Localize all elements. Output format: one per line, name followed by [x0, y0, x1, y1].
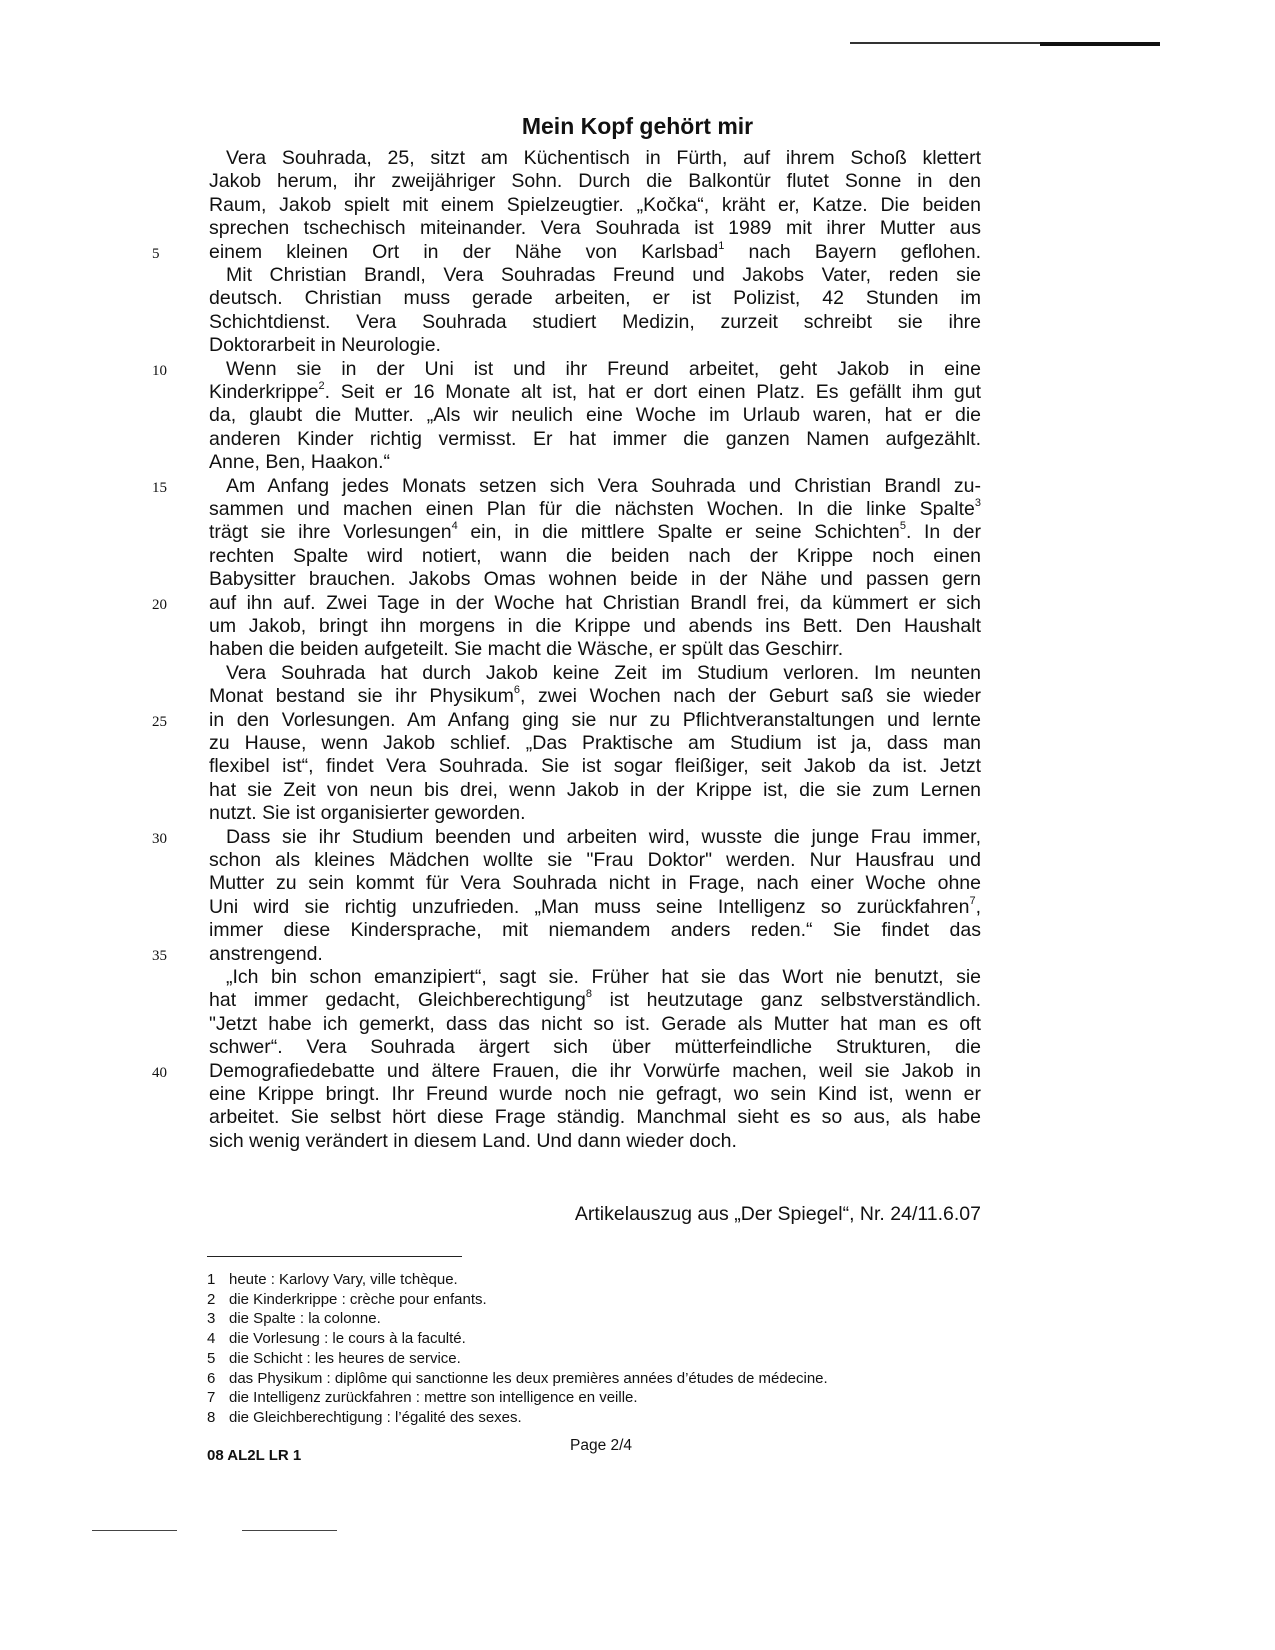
footnote: 1 heute : Karlovy Vary, ville tchèque.: [207, 1271, 458, 1288]
text-line: Vera Souhrada, 25, sitzt am Küchentisch in Fürth, auf ihrem Schoß klettert: [226, 147, 981, 169]
footnote: 2 die Kinderkrippe : crèche pour enfants.: [207, 1290, 487, 1308]
text-line: Mit Christian Brandl, Vera Souhradas Freund und Jakobs Vater, reden sie: [226, 264, 981, 286]
line-number: 25: [152, 714, 167, 730]
footnote-ref: 5: [899, 519, 906, 532]
text-line: schwer“. Vera Souhrada ärgert sich über mütterfeindliche Strukturen, die: [209, 1036, 981, 1058]
text-line: einem kleinen Ort in der Nähe von Karlsbad$^1$ nach Bayern geflohen.: [209, 239, 981, 263]
text-line: anderen Kinder richtig vermisst. Er hat immer die ganzen Namen aufgezählt.: [209, 428, 981, 450]
footnote-ref: 3: [974, 496, 981, 509]
text-line: anstrengend.: [209, 943, 323, 965]
text-line: Babysitter brauchen. Jakobs Omas wohnen beide in der Nähe und passen gern: [209, 568, 981, 590]
footnote: 7 die Intelligenz zurückfahren : mettre son intelligence en veille.: [207, 1389, 638, 1407]
footnote: 5 die Schicht : les heures de service.: [207, 1349, 461, 1367]
text-line: sammen und machen einen Plan für die nächsten Wochen. In die linke Spalte$^3$: [209, 496, 981, 520]
footnote: 8 die Gleichberechtigung : l’égalité des sexes.: [207, 1408, 522, 1426]
text-line: schon als kleines Mädchen wollte sie "Frau Doktor" werden. Nur Hausfrau und: [209, 849, 981, 871]
text-line: um Jakob, bringt ihn morgens in die Krippe und abends ins Bett. Den Haushalt: [209, 615, 981, 637]
text-line: in den Vorlesungen. Am Anfang ging sie nur zu Pflichtveranstaltungen und lernte: [209, 709, 981, 731]
text-line: Wenn sie in der Uni ist und ihr Freund arbeitet, geht Jakob in eine: [226, 358, 981, 380]
footnote-divider: [207, 1256, 462, 1257]
footnote-ref: 7: [969, 894, 976, 907]
footnote: 4 die Vorlesung : le cours à la faculté.: [207, 1330, 466, 1348]
text-line: "Jetzt habe ich gemerkt, dass das nicht so ist. Gerade als Mutter hat man es oft: [209, 1013, 981, 1035]
text-line: sich wenig verändert in diesem Land. Und dann wieder doch.: [209, 1130, 737, 1152]
text-line: haben die beiden aufgeteilt. Sie macht die Wäsche, er spült das Geschirr.: [209, 638, 844, 660]
text-line: eine Krippe bringt. Ihr Freund wurde noch nie gefragt, wo sein Kind ist, wenn er: [209, 1083, 981, 1105]
text-line: da, glaubt die Mutter. „Als wir neulich eine Woche im Urlaub waren, hat er die: [209, 404, 981, 426]
footnote-ref: 4: [451, 519, 458, 532]
text-line: Demografiedebatte und ältere Frauen, die ihr Vorwürfe machen, weil sie Jakob in: [209, 1060, 981, 1082]
text-line: Vera Souhrada hat durch Jakob keine Zeit im Studium verloren. Im neunten: [226, 662, 981, 684]
line-number: 5: [152, 246, 160, 262]
footnote-ref: 1: [718, 239, 725, 252]
article-source: Artikelauszug aus „Der Spiegel“, Nr. 24/11.6.07: [574, 1203, 981, 1225]
text-line: nutzt. Sie ist organisierter geworden.: [209, 802, 526, 824]
text-line: immer diese Kindersprache, mit niemandem anders reden.“ Sie findet das: [209, 919, 981, 941]
text-line: arbeitet. Sie selbst hört diese Frage ständig. Manchmal sieht es so aus, als habe: [209, 1106, 981, 1128]
text-line: Raum, Jakob spielt mit einem Spielzeugtier. „Kočka“, kräht er, Katze. Die beiden: [209, 194, 981, 216]
line-number: 10: [152, 363, 167, 379]
text-line: Am Anfang jedes Monats setzen sich Vera Souhrada und Christian Brandl zu-: [226, 475, 981, 497]
text-line: sprechen tschechisch miteinander. Vera Souhrada ist 1989 mit ihrer Mutter aus: [209, 217, 981, 239]
footnote: 6 das Physikum : diplôme qui sanctionne les deux premières années d’études de médecine.: [207, 1369, 828, 1387]
line-number: 30: [152, 831, 167, 847]
line-number: 35: [152, 948, 167, 964]
footnote-ref: 2: [318, 379, 325, 392]
text-line: rechten Spalte wird notiert, wann die beiden nach der Krippe noch einen: [209, 545, 981, 567]
page-number: Page 2/4: [570, 1437, 633, 1454]
text-line: „Ich bin schon emanzipiert“, sagt sie. Früher hat sie das Wort nie benutzt, sie: [226, 966, 981, 988]
text-line: Uni wird sie richtig unzufrieden. „Man muss seine Intelligenz so zurückfahren$^7$,: [209, 894, 981, 918]
text-line: Anne, Ben, Haakon.“: [209, 451, 391, 473]
scan-mark-left: [92, 1530, 177, 1531]
text-line: hat sie Zeit von neun bis drei, wenn Jakob in der Krippe ist, die sie zum Lernen: [209, 779, 981, 801]
article-title: Mein Kopf gehört mir: [521, 113, 754, 139]
text-line: Monat bestand sie ihr Physikum$^6$, zwei Wochen nach der Geburt saß sie wieder: [209, 683, 981, 707]
text-line: trägt sie ihre Vorlesungen$^4$ ein, in die mittlere Spalte er seine Schichten$^5$. In der: [209, 519, 981, 543]
text-line: auf ihn auf. Zwei Tage in der Woche hat Christian Brandl frei, da kümmert er sich: [209, 592, 981, 614]
footnote-ref: 6: [513, 683, 521, 696]
scan-top-rule-thick: [1040, 42, 1160, 46]
footnote: 3 die Spalte : la colonne.: [207, 1310, 381, 1328]
text-line: Dass sie ihr Studium beenden und arbeiten wird, wusste die junge Frau immer,: [226, 826, 981, 848]
text-line: Mutter zu sein kommt für Vera Souhrada nicht in Frage, nach einer Woche ohne: [209, 872, 981, 894]
footnote-ref: 8: [585, 987, 592, 1000]
scan-mark-center: [242, 1530, 337, 1531]
line-number: 40: [152, 1065, 167, 1081]
text-line: Schichtdienst. Vera Souhrada studiert Medizin, zurzeit schreibt sie ihre: [209, 311, 981, 333]
text-line: Kinderkrippe$^2$. Seit er 16 Monate alt ist, hat er dort einen Platz. Es gefällt ihm gut: [209, 379, 981, 403]
exam-code: 08 AL2L LR 1: [207, 1447, 302, 1464]
text-line: zu Hause, wenn Jakob schlief. „Das Praktische am Studium ist ja, dass man: [209, 732, 981, 754]
text-line: hat immer gedacht, Gleichberechtigung$^8$ ist heutzutage ganz selbstverständlich.: [209, 987, 982, 1011]
line-number: 15: [152, 480, 167, 496]
text-line: flexibel ist“, findet Vera Souhrada. Sie ist sogar fleißiger, seit Jakob da ist. Jetzt: [209, 755, 981, 777]
line-number: 20: [152, 597, 167, 613]
text-line: Doktorarbeit in Neurologie.: [209, 334, 441, 356]
text-line: Jakob herum, ihr zweijähriger Sohn. Durch die Balkontür flutet Sonne in den: [209, 170, 981, 192]
text-line: deutsch. Christian muss gerade arbeiten, er ist Polizist, 42 Stunden im: [209, 287, 981, 309]
